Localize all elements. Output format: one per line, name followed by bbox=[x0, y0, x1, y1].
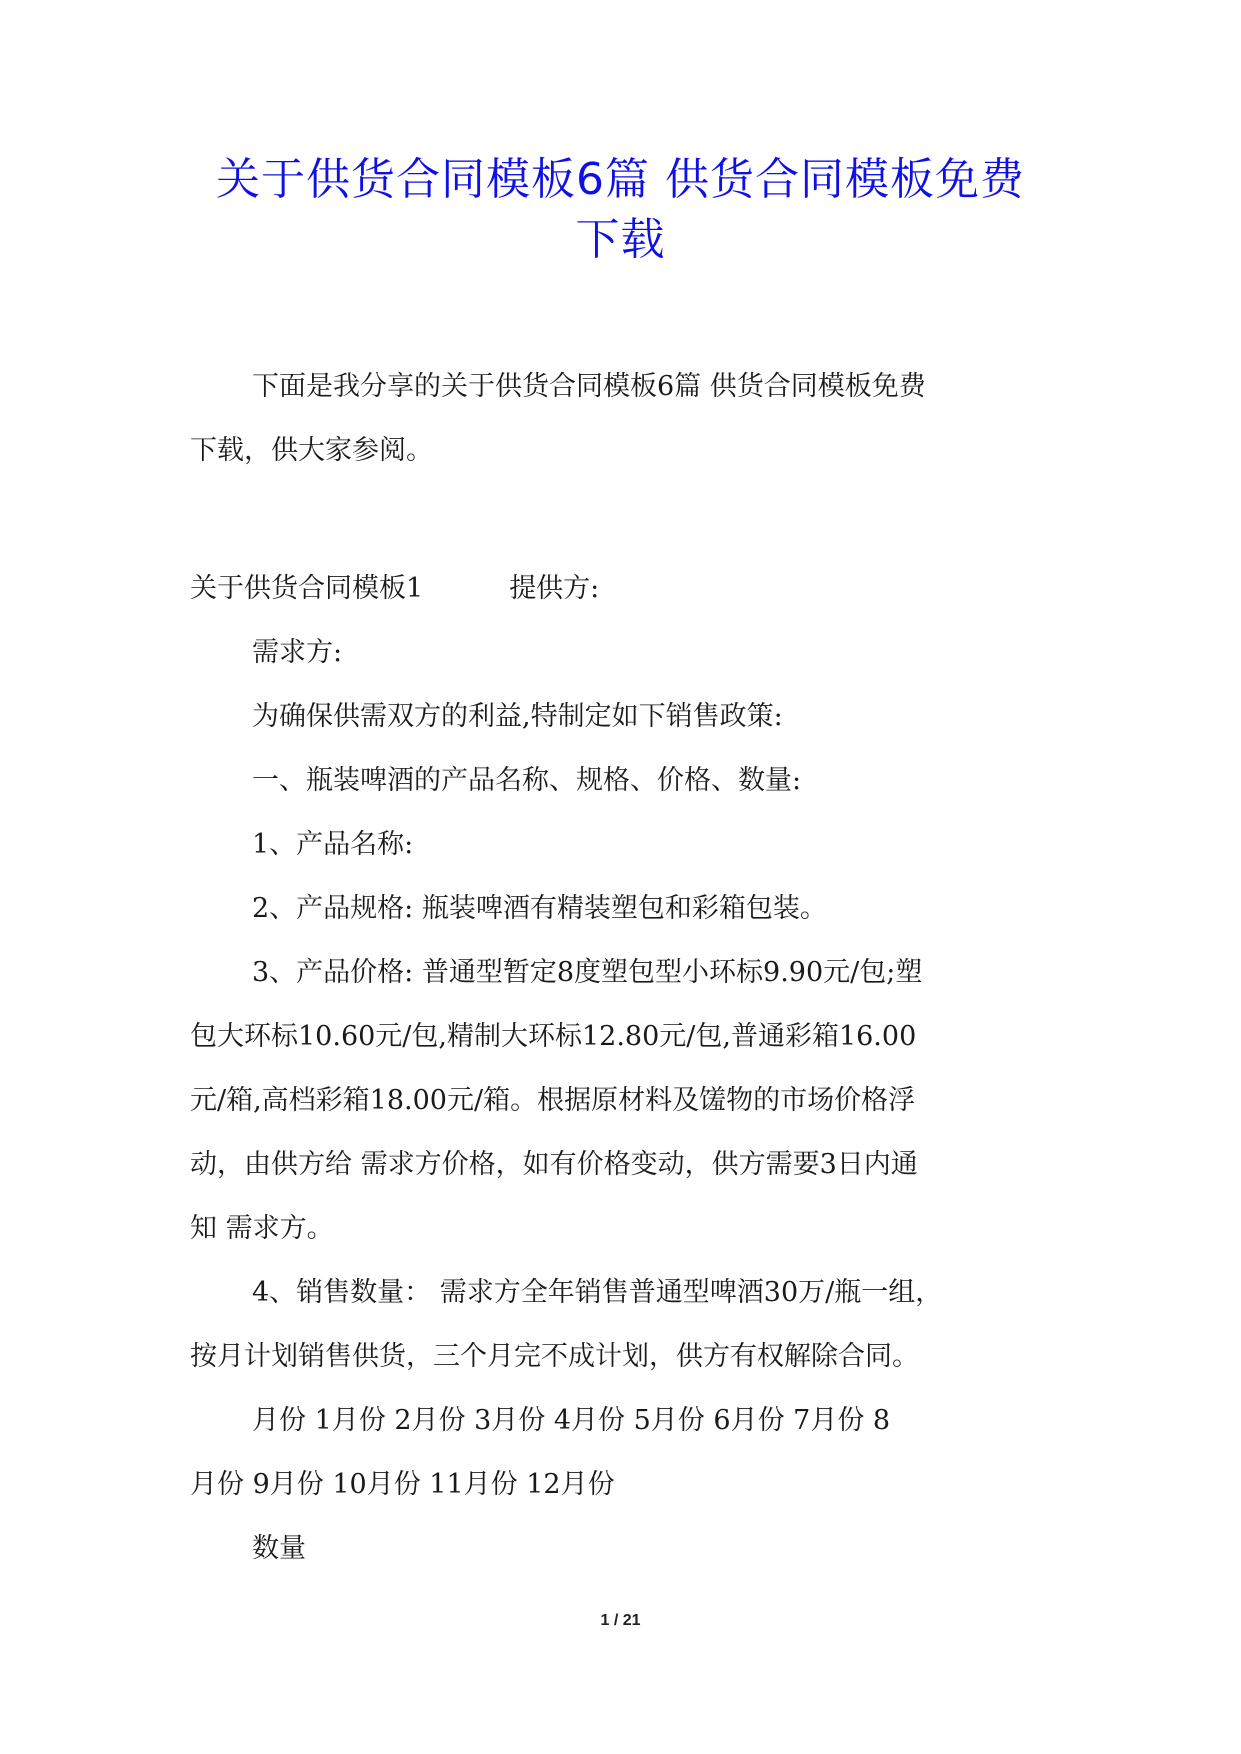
purpose-paragraph bbox=[190, 685, 1060, 749]
item-1-text: 1、产品名称: bbox=[252, 829, 414, 860]
item-3-line-5: 知 需求方。 bbox=[190, 1213, 334, 1244]
document-body bbox=[190, 355, 1060, 1581]
months-line-2: 月份 9月份 10月份 11月份 12月份 bbox=[190, 1469, 615, 1500]
section-heading-row bbox=[190, 557, 1060, 621]
supplier-label: 提供方: bbox=[509, 573, 600, 604]
item-1-paragraph bbox=[190, 813, 1060, 877]
intro-line-1: 下面是我分享的关于供货合同模板6篇 供货合同模板免费 bbox=[252, 371, 926, 402]
page-number: 1 / 21 bbox=[600, 1612, 641, 1629]
section-heading: 关于供货合同模板1 bbox=[190, 573, 424, 604]
intro-paragraph bbox=[190, 355, 1060, 483]
purpose-text: 为确保供需双方的利益,特制定如下销售政策: bbox=[252, 701, 783, 732]
item-3-line-2: 包大环标10.60元/包,精制大环标12.80元/包,普通彩箱16.00 bbox=[190, 1021, 917, 1052]
item-2-paragraph bbox=[190, 877, 1060, 941]
item-2-text: 2、产品规格: 瓶装啤酒有精装塑包和彩箱包装。 bbox=[252, 893, 827, 924]
intro-line-2: 下载，供大家参阅。 bbox=[190, 435, 433, 466]
item-4-line-2: 按月计划销售供货，三个月完不成计划，供方有权解除合同。 bbox=[190, 1341, 919, 1372]
part-one-text: 一、瓶装啤酒的产品名称、规格、价格、数量: bbox=[252, 765, 802, 796]
item-3-line-3: 元/箱,高档彩箱18.00元/箱。根据原材料及馐物的市场价格浮 bbox=[190, 1085, 916, 1116]
quantity-paragraph bbox=[190, 1517, 1060, 1581]
title-line-2: 下载 bbox=[575, 214, 666, 265]
part-one-heading bbox=[190, 749, 1060, 813]
demander-paragraph bbox=[190, 621, 1060, 685]
item-4-line-1: 4、销售数量： 需求方全年销售普通型啤酒30万/瓶一组， bbox=[252, 1277, 943, 1308]
item-3-line-1: 3、产品价格: 普通型暂定8度塑包型小环标9.90元/包;塑 bbox=[252, 957, 923, 988]
paragraph-spacer bbox=[190, 483, 1060, 557]
months-paragraph bbox=[190, 1389, 1060, 1517]
item-3-paragraph bbox=[190, 941, 1060, 1261]
demander-label: 需求方: bbox=[252, 637, 343, 668]
document-title bbox=[150, 150, 1091, 270]
quantity-label: 数量 bbox=[252, 1533, 306, 1564]
months-line-1: 月份 1月份 2月份 3月份 4月份 5月份 6月份 7月份 8 bbox=[252, 1405, 891, 1436]
item-3-line-4: 动，由供方给 需求方价格，如有价格变动，供方需要3日内通 bbox=[190, 1149, 918, 1180]
item-4-paragraph bbox=[190, 1261, 1060, 1389]
title-line-1: 关于供货合同模板6篇 供货合同模板免费 bbox=[216, 154, 1025, 205]
